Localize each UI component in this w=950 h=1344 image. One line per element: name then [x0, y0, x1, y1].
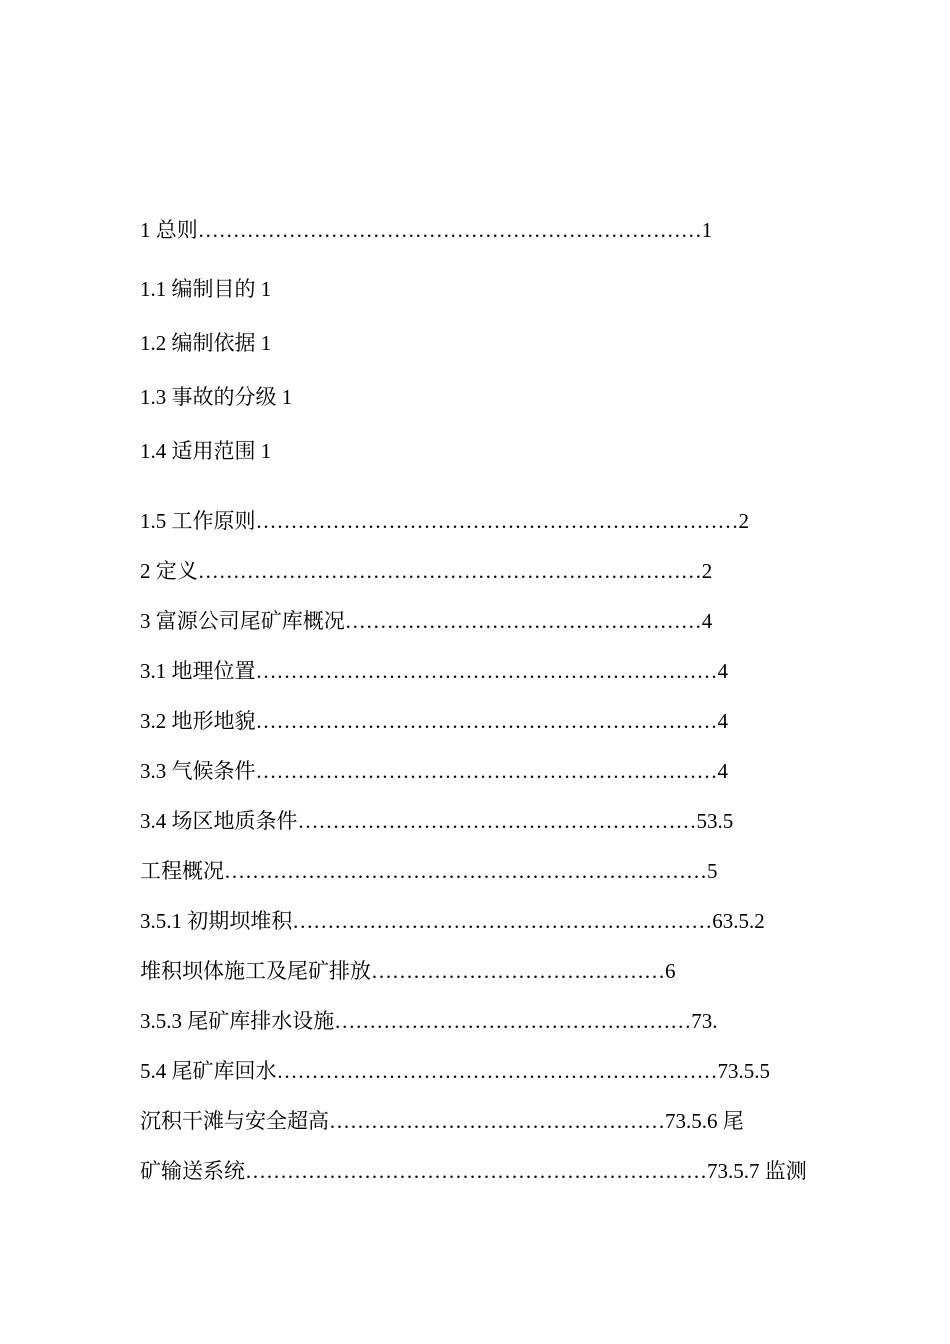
toc-line[interactable]: 3.5.3 尾矿库排水设施……………………………………………73.	[140, 1009, 718, 1033]
toc-line[interactable]: 1.1 编制目的 1	[140, 277, 272, 301]
toc-line[interactable]: 1.5 工作原则……………………………………………………………2	[140, 509, 749, 533]
toc-line[interactable]: 3.5.1 初期坝堆积……………………………………………………63.5.2	[140, 909, 765, 933]
toc-line[interactable]: 矿输送系统…………………………………………………………73.5.7 监测	[140, 1159, 807, 1183]
toc-line[interactable]: 5.4 尾矿库回水………………………………………………………73.5.5	[140, 1059, 770, 1083]
toc-line[interactable]: 堆积坝体施工及尾矿排放……………………………………6	[140, 959, 676, 983]
toc-line[interactable]: 3.2 地形地貌…………………………………………………………4	[140, 709, 728, 733]
toc-line[interactable]: 1 总则………………………………………………………………1	[140, 218, 713, 242]
toc-line[interactable]: 沉积干滩与安全超高…………………………………………73.5.6 尾	[140, 1109, 744, 1133]
toc-line[interactable]: 1.3 事故的分级 1	[140, 385, 293, 409]
toc-line[interactable]: 3.1 地理位置…………………………………………………………4	[140, 659, 728, 683]
toc-line[interactable]: 3.3 气候条件…………………………………………………………4	[140, 759, 728, 783]
toc-line[interactable]: 工程概况……………………………………………………………5	[140, 859, 718, 883]
toc-line[interactable]: 3 富源公司尾矿库概况……………………………………………4	[140, 609, 713, 633]
toc-line[interactable]: 2 定义………………………………………………………………2	[140, 559, 713, 583]
toc-line[interactable]: 1.4 适用范围 1	[140, 439, 272, 463]
toc-line[interactable]: 3.4 场区地质条件…………………………………………………53.5	[140, 809, 734, 833]
toc-line[interactable]: 1.2 编制依据 1	[140, 331, 272, 355]
